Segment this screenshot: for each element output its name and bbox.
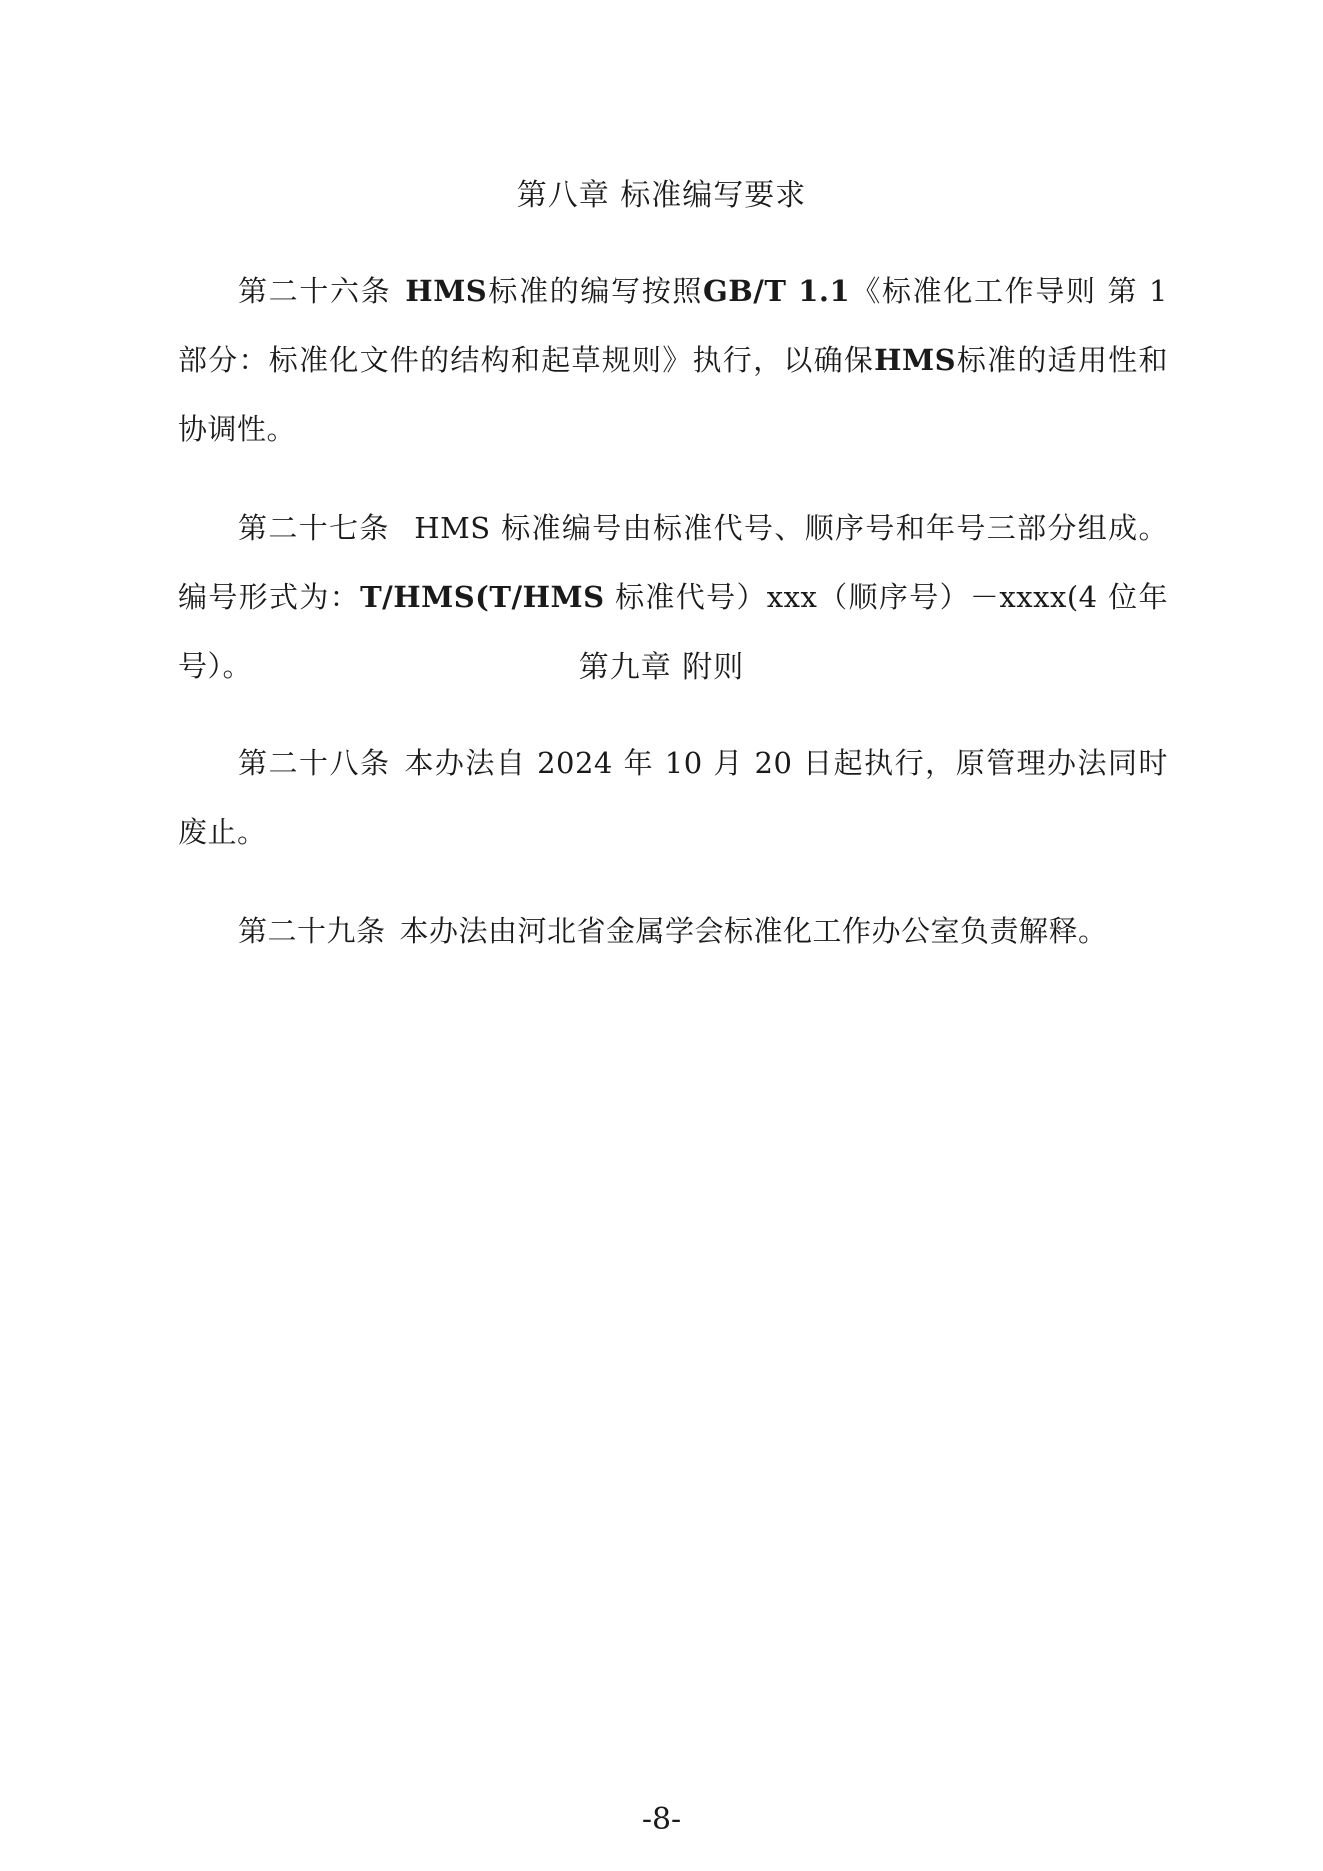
article-28-number: 第二十八条 [238, 746, 391, 780]
article-29-number: 第二十九条 [238, 914, 386, 948]
article-27-text-3: 标准代号）xxx（顺序号）－xxxx(4 位年号）。 [178, 580, 1168, 683]
article-26-number: 第二十六条 [238, 274, 392, 308]
article-27-text-2: T/HMS(T/HMS [360, 580, 605, 614]
article-28-text: 本办法自 2024 年 10 月 20 日起执行，原管理办法同时废止。 [178, 746, 1168, 849]
article-26-text-2: 标准的编写按照 [487, 274, 704, 308]
article-29-text: 本办法由河北省金属学会标准化工作办公室负责解释。 [399, 914, 1108, 948]
article-26-text-3: GB/T 1.1 [703, 274, 851, 308]
article-26-text-1: HMS [405, 274, 488, 308]
article-27-text-1: HMS 标准编号由标准代号、顺序号和年号三部分组成。编号形式为： [178, 511, 1168, 614]
article-27-number: 第二十七条 [238, 511, 390, 545]
article-26-text-5: HMS [874, 343, 957, 377]
article-26-text-4: 《标准化工作导则 第 1 部分：标准化文件的结构和起草规则》执行，以确保 [178, 274, 1168, 377]
article-26-text-6: 标准的适用性和协调性。 [178, 343, 1168, 446]
chapter-8-heading: 第八章 标准编写要求 [516, 178, 807, 213]
chapter-9-heading: 第九章 附则 [578, 650, 745, 685]
article-28 [178, 729, 1168, 867]
article-26 [178, 257, 1168, 464]
page-number: -8- [641, 1802, 682, 1837]
article-29 [178, 897, 1168, 966]
